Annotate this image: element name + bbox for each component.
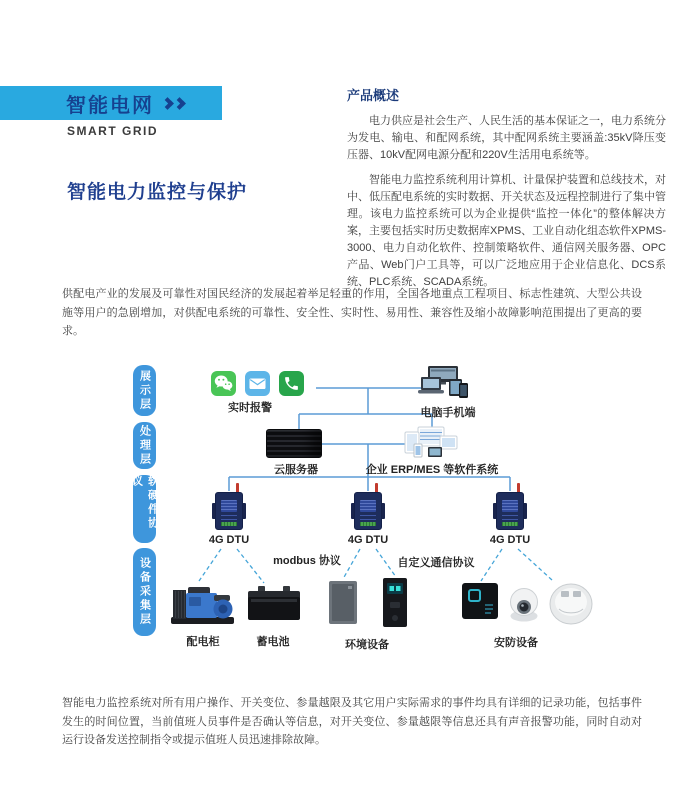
- dashed-connectors: [199, 549, 552, 583]
- dashed-dtu1-to-battery: [237, 549, 264, 583]
- battery-label: 蓄电池: [256, 636, 290, 648]
- alarm-label: 实时报警: [228, 402, 272, 414]
- dashed-dtu1-to-cabinet: [199, 549, 221, 581]
- client-label: 电脑手机端: [420, 407, 476, 419]
- access-panel-image: [461, 582, 499, 620]
- footer-paragraph: 智能电力监控系统对所有用户操作、开关变位、参量越限及其它用户实际需求的事件均具有详细的记录功能，包括事件发生的时间位置，当前值班人员事件是否确认等信息，对开关变位、参量越限等信息还具有声音报警功能，同时自动对运行设备发送控制指令或提示值班人员迅速排除故障。: [62, 697, 642, 747]
- modbus-protocol-label: modbus 协议: [273, 555, 341, 567]
- dtu-1-label: 4G DTU: [208, 534, 250, 546]
- custom-protocol-label: 自定义通信协议: [397, 557, 475, 569]
- layer-pill-display: 展示层: [133, 365, 156, 416]
- layer-pill-protocol: 软硬件协议: [133, 475, 156, 543]
- intro-paragraph: 供配电产业的发展及可靠性对国民经济的发展起着举足轻重的作用，全国各地重点工程项目、标志性建筑、大型公共设施等用户的急剧增加，对供配电系统的可靠性、安全性、实时性、易用性、兼容性及缩小故障影响范围提出了更高的要求。: [62, 288, 642, 338]
- dashed-dtu2-to-env1: [343, 549, 360, 579]
- dome-camera-image: [503, 585, 545, 623]
- overview-paragraph-1: 电力供应是社会生产、人民生活的基本保证之一，电力系统分为发电、输电、和配网系统，其中配网系统主要涵盖:35kV降压变压器、10kV配网电源分配和220V生活用电系统等。: [347, 115, 666, 162]
- env-devices-label: 环境设备: [345, 639, 389, 651]
- security-devices-label: 安防设备: [494, 637, 538, 649]
- banner-title: 智能电网: [66, 94, 154, 117]
- overview-heading: 产品概述: [347, 88, 400, 103]
- layer-pill-acquisition: 设备采集层: [133, 548, 156, 636]
- env-cabinet-image: [328, 580, 358, 626]
- chevron-right-icon: [173, 97, 186, 110]
- overview-paragraph-2: 智能电力监控系统利用计算机、计量保护装置和总线技术，对中、低压配电系统的实时数据、开关状态及远程控制进行了集中管理。该电力监控系统可以为企业提供“监控一体化”的整体解决方案，主要包括实时历史数据库XPMS、工业自动化组态软件XPMS-3000、电力自动化软件、控制策略软件、通信网关服务器、OPC产品、Web门户工具等，可以广泛地应用于企业信息化、DCS系统、PLC系统、SCADA系统。: [347, 174, 667, 289]
- phone-icon: [279, 371, 304, 396]
- smoke-detector-image: [549, 583, 593, 625]
- banner: [0, 86, 222, 120]
- dtu-2-image: [353, 489, 383, 533]
- dashed-dtu3-to-access: [481, 549, 502, 581]
- cloud-label: 云服务器: [274, 464, 318, 476]
- wechat-icon: [211, 371, 236, 396]
- erp-devices-image: [404, 426, 458, 460]
- double-chevron-icon: [163, 99, 184, 108]
- erp-label: 企业 ERP/MES 等软件系统: [365, 464, 499, 476]
- banner-subtitle: SMART GRID: [67, 124, 158, 138]
- dtu-2-label: 4G DTU: [347, 534, 389, 546]
- dtu-3-image: [495, 489, 525, 533]
- overview-section: [347, 85, 666, 299]
- layer-pill-processing: 处理层: [133, 422, 156, 469]
- dashed-dtu2-to-env2: [376, 549, 396, 577]
- power-cabinet-image: [170, 582, 236, 626]
- power-cabinet-label: 配电柜: [186, 636, 220, 648]
- battery-image: [246, 584, 302, 624]
- dtu-1-image: [214, 489, 244, 533]
- dtu-3-label: 4G DTU: [489, 534, 531, 546]
- env-controller-image: [382, 577, 408, 629]
- dashed-dtu3-to-detector: [518, 549, 552, 580]
- cloud-server-image: [266, 429, 322, 458]
- mail-icon: [245, 371, 270, 396]
- page-title: 智能电力监控与保护: [67, 182, 248, 203]
- client-devices-image: [418, 365, 468, 402]
